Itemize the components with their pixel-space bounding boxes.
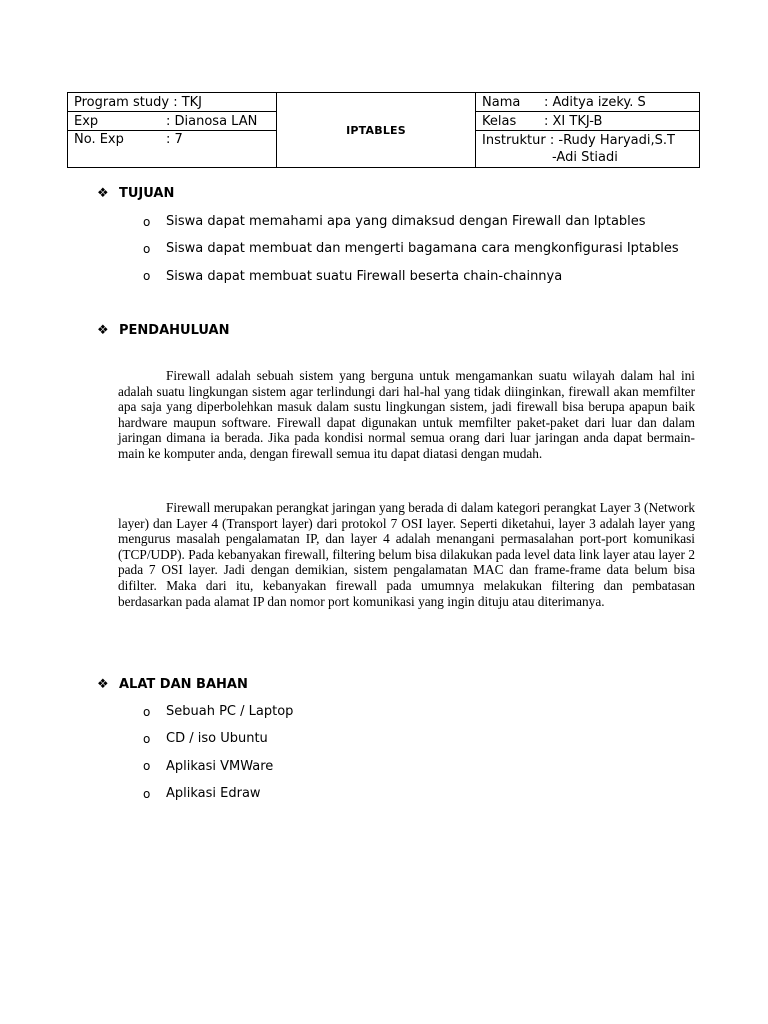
- header-left-column: [68, 93, 277, 167]
- no-exp-row: [68, 131, 276, 150]
- kelas-value: : XI TKJ-B: [544, 113, 603, 129]
- diamond-bullet-icon: ❖: [97, 677, 109, 692]
- list-item: o Sebuah PC / Laptop: [143, 704, 294, 720]
- tujuan-list: [143, 208, 679, 290]
- no-exp-value: : 7: [166, 132, 183, 147]
- header-table: [67, 92, 700, 168]
- header-title-cell: [277, 93, 476, 167]
- instruktur-value-2: -Adi Stiadi: [552, 150, 618, 165]
- kelas-row: [476, 112, 699, 131]
- diamond-bullet-icon: ❖: [97, 186, 109, 201]
- nama-label: Nama: [482, 94, 521, 110]
- pendahuluan-title: PENDAHULUAN: [119, 323, 230, 338]
- list-item: o CD / iso Ubuntu: [143, 731, 268, 747]
- document-title: IPTABLES: [346, 123, 406, 137]
- alat-dan-bahan-title: ALAT DAN BAHAN: [119, 677, 248, 692]
- circle-bullet-icon: o: [143, 214, 151, 229]
- pendahuluan-heading: [97, 323, 230, 338]
- instruktur-label: Instruktur: [482, 133, 546, 148]
- circle-bullet-icon: o: [143, 269, 151, 284]
- list-item: o Siswa dapat memahami apa yang dimaksud dengan Firewall dan Iptables: [143, 214, 646, 230]
- instruktur-value: : -Rudy Haryadi,S.T: [549, 133, 675, 148]
- circle-bullet-icon: o: [143, 731, 151, 746]
- program-study-row: [68, 93, 276, 112]
- instruktur-row: [476, 131, 699, 167]
- pendahuluan-paragraph-1: Firewall adalah sebuah sistem yang berguna untuk mengamankan suatu wilayah dalam hal ini adalah suatu lingkungan sistem agar terlindungi dari hal-hal yang tidak diinginkan, firewall akan memfilter apa saja yang diperbolehkan masuk dalam sustu lingkungan sistem, jadi firewall bisa berupa apapun baik hardware maupun software. Firewall dapat digunakan untuk memfilter paket-paket dari luar dan dalam jaringan dimana ia berada. Jika pada kondisi normal semua orang dari luar jaringan anda dapat bermain-main ke komputer anda, dengan firewall semua itu dapat diatasi dengan mudah.: [118, 368, 695, 461]
- program-study-label: Program study: [74, 94, 170, 110]
- exp-label: Exp: [74, 113, 99, 129]
- list-item: o Siswa dapat membuat suatu Firewall beserta chain-chainnya: [143, 268, 563, 284]
- circle-bullet-icon: o: [143, 759, 151, 774]
- exp-value: : Dianosa LAN: [166, 113, 258, 129]
- diamond-bullet-icon: ❖: [97, 323, 109, 338]
- program-study-value: : TKJ: [173, 94, 202, 110]
- tujuan-title: TUJUAN: [119, 186, 175, 201]
- circle-bullet-icon: o: [143, 786, 151, 801]
- circle-bullet-icon: o: [143, 704, 151, 719]
- list-item: o Aplikasi Edraw: [143, 786, 261, 802]
- exp-row: [68, 112, 276, 131]
- pendahuluan-paragraph-2: Firewall merupakan perangkat jaringan yang berada di dalam kategori perangkat Layer 3 (Network layer) dan Layer 4 (Transport layer) dari protokol 7 OSI layer. Seperti diketahui, layer 3 adalah layer yang mengurus masalah pengalamatan IP, dan layer 4 adalah menangani permasalahan port-port komunikasi (TCP/UDP). Pada kebanyakan firewall, filtering belum bisa dilakukan pada level data link layer atau layer 2 pada 7 OSI layer. Jadi dengan demikian, sistem pengalamatan MAC dan frame-frame data belum bisa difilter. Maka dari itu, kebanyakan firewall pada umumnya melakukan filtering dan pembatasan berdasarkan pada alamat IP dan nomor port komunikasi yang ingin dituju atau diterimanya.: [118, 500, 695, 609]
- no-exp-label: No. Exp: [74, 132, 124, 147]
- kelas-label: Kelas: [482, 113, 517, 129]
- header-right-column: [476, 93, 699, 167]
- list-item: o Aplikasi VMWare: [143, 758, 274, 774]
- nama-value: : Aditya izeky. S: [544, 94, 646, 110]
- tujuan-heading: [97, 186, 174, 201]
- list-item: o Siswa dapat membuat dan mengerti bagamana cara mengkonfigurasi Iptables: [143, 241, 679, 257]
- circle-bullet-icon: o: [143, 241, 151, 256]
- alat-dan-bahan-list: [143, 698, 293, 807]
- alat-dan-bahan-heading: [97, 677, 248, 692]
- nama-row: [476, 93, 699, 112]
